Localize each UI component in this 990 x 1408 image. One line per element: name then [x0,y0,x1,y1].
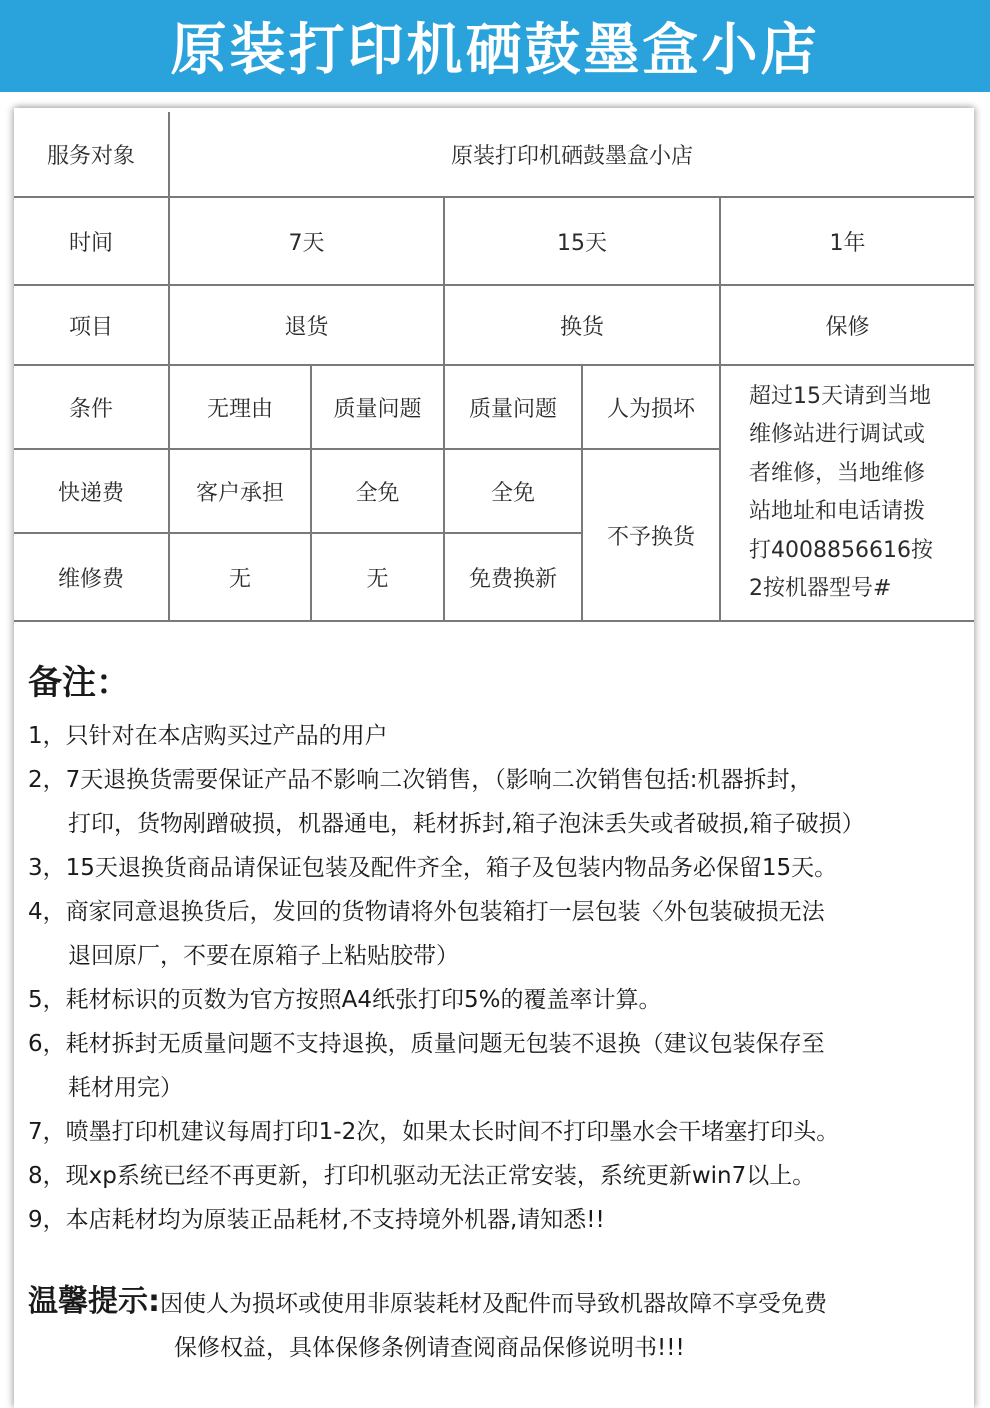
warranty-note-line: 者维修，当地维修 [749,460,926,486]
warranty-note-line: 2按机器型号# [749,576,892,601]
warranty-note-line: 站地址和电话请拨 [749,499,926,524]
tip-line: 保修权益，具体保修条例请查阅商品保修说明书!!! [174,1335,685,1361]
repair-free-replacement: 免费换新 [444,533,582,621]
time-7-days: 7天 [169,197,444,285]
label-condition: 条件 [14,365,169,449]
express-free-return: 全免 [311,449,444,533]
condition-no-reason: 无理由 [169,365,311,449]
warranty-note-line: 超过15天请到当地 [749,383,931,409]
note-item: 4，商家同意退换货后，发回的货物请将外包装箱打一层包装〈外包装破损无法 [28,899,825,925]
label-repair-fee: 维修费 [14,533,169,621]
time-15-days: 15天 [444,197,720,285]
tip-line [28,1280,973,1326]
notes-section [28,655,973,1242]
warranty-note [720,365,974,621]
table-row [14,285,974,365]
tip-label: 温馨提示: [28,1284,160,1319]
warranty-note-line: 打4008856616按 [749,537,933,563]
express-free-exchange: 全免 [444,449,582,533]
condition-quality-exchange: 质量问题 [444,365,582,449]
note-item: 2，7天退换货需要保证产品不影响二次销售，（影响二次销售包括:机器拆封， [28,767,813,793]
tip-text: 因使人为损坏或使用非原装耗材及配件而导致机器故障不享受免费 [160,1291,827,1317]
table-row [14,365,974,449]
note-item: 5，耗材标识的页数为官方按照A4纸张打印5%的覆盖率计算。 [28,987,662,1013]
table-row [14,197,974,285]
repair-fee-none-1: 无 [169,533,311,621]
notes-heading: 备注： [28,663,130,703]
warranty-note-line: 维修站进行调试或 [749,422,926,447]
banner-title: 原装打印机硒鼓墨盒小店 [170,18,820,83]
service-table [14,112,974,622]
item-exchange: 换货 [444,285,720,365]
condition-human-damage: 人为损坏 [582,365,720,449]
label-express-fee: 快递费 [14,449,169,533]
table-row [14,112,974,197]
time-1-year: 1年 [720,197,974,285]
note-item: 6，耗材拆封无质量问题不支持退换，质量问题无包装不退换（建议包装保存至 [28,1031,825,1057]
label-time: 时间 [14,197,169,285]
item-return: 退货 [169,285,444,365]
label-service-target: 服务对象 [14,112,169,197]
repair-fee-none-2: 无 [311,533,444,621]
note-item: 3，15天退换货商品请保证包装及配件齐全，箱子及包装内物品务必保留15天。 [28,855,838,881]
no-exchange: 不予换货 [582,449,720,621]
item-warranty: 保修 [720,285,974,365]
note-item-continued: 退回原厂，不要在原箱子上粘贴胶带） [68,943,459,969]
note-item: 7，喷墨打印机建议每周打印1-2次，如果太长时间不打印墨水会干堵塞打印头。 [28,1119,840,1145]
condition-quality-return: 质量问题 [311,365,444,449]
note-item-continued: 耗材用完） [68,1075,183,1101]
express-customer-pays: 客户承担 [169,449,311,533]
label-item: 项目 [14,285,169,365]
note-item: 1，只针对在本店购买过产品的用户 [28,723,388,749]
note-item: 8，现xp系统已经不再更新，打印机驱动无法正常安装，系统更新win7以上。 [28,1163,816,1189]
note-item-continued: 打印，货物剐蹭破损，机器通电，耗材拆封,箱子泡沫丢失或者破损,箱子破损） [68,811,865,837]
header-banner [0,0,990,92]
service-target-value: 原装打印机硒鼓墨盒小店 [169,112,974,197]
note-item: 9，本店耗材均为原装正品耗材,不支持境外机器,请知悉!! [28,1207,605,1233]
warm-tip [28,1280,973,1370]
